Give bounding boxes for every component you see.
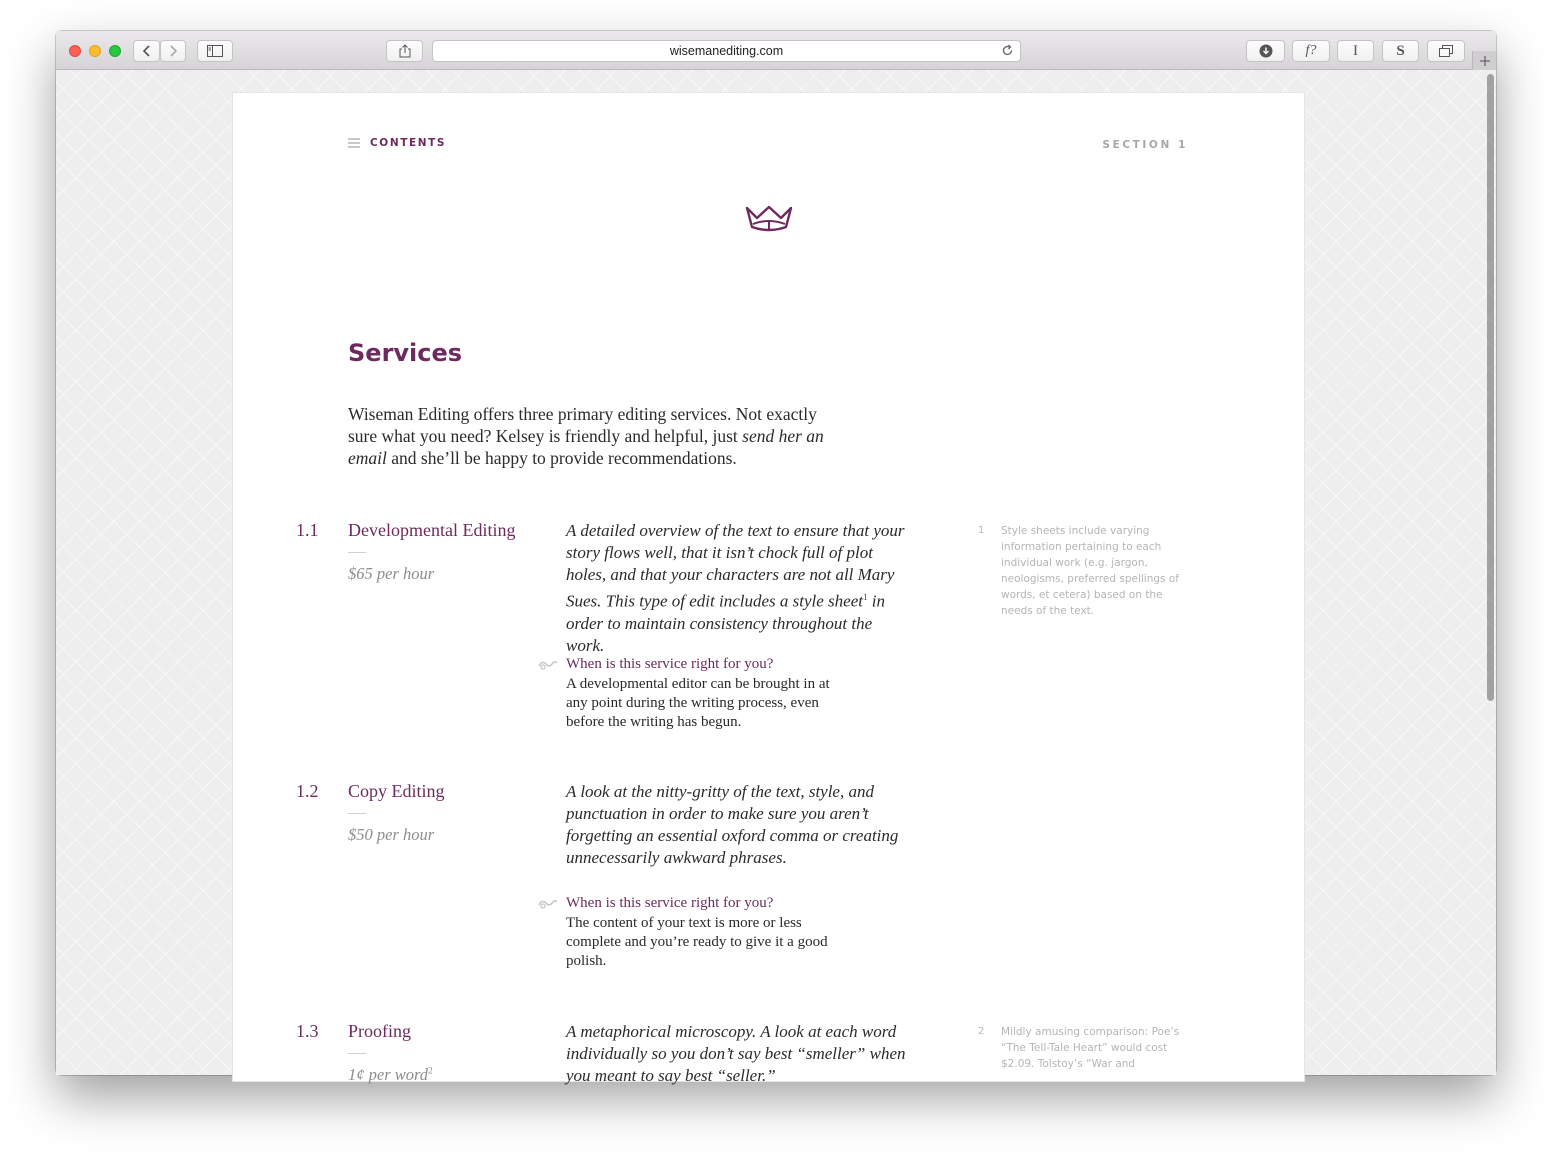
close-window-button[interactable] bbox=[69, 45, 81, 57]
reload-icon bbox=[1001, 44, 1014, 57]
service-number: 1.1 bbox=[296, 520, 319, 540]
service-description-text-end: in order to maintain consistency throughout the work. bbox=[566, 591, 885, 655]
service-divider bbox=[348, 1053, 366, 1054]
new-tab-button[interactable] bbox=[1472, 51, 1496, 70]
service-price: $50 per hour bbox=[348, 825, 435, 844]
when-question: When is this service right for you? bbox=[566, 895, 774, 911]
service-description: A look at the nitty-gritty of the text, style, and punctuation in order to make sure you aren’t forgetting an essential oxford comma or creating unnecessarily awkward phrases. bbox=[566, 782, 899, 867]
service-divider bbox=[348, 552, 366, 553]
scrollbar-thumb[interactable] bbox=[1487, 74, 1494, 701]
maximize-window-button[interactable] bbox=[109, 45, 121, 57]
intro-paragraph bbox=[348, 403, 848, 469]
intro-text: Wiseman Editing offers three primary editing services. Not exactly sure what you need? Kelsey is friendly and helpful, just bbox=[348, 404, 817, 446]
footnote-number: 2 bbox=[978, 1026, 985, 1037]
flourish-icon bbox=[538, 898, 558, 910]
contents-menu-link[interactable] bbox=[348, 137, 446, 149]
crown-logo-icon bbox=[744, 203, 794, 233]
service-name: Developmental Editing bbox=[348, 520, 516, 540]
when-answer: A developmental editor can be brought in at any point during the writing process, even before the writing has begun. bbox=[566, 676, 830, 730]
page-title: Services bbox=[348, 339, 463, 367]
service-description-text: A detailed overview of the text to ensure that your story flows well, that it isn’t chock full of plot holes, and that your characters are not all Mary Sues. This type of edit includes a style sheet bbox=[566, 521, 905, 611]
reload-button[interactable] bbox=[1001, 44, 1014, 60]
service-price: $65 per hour bbox=[348, 564, 435, 583]
service-description: A metaphorical microscopy. A look at each word individually so you don’t say best “smeller” when you meant to say best “seller.” bbox=[566, 1022, 906, 1085]
footnote-ref[interactable]: 1 bbox=[862, 592, 868, 602]
footnote-number: 1 bbox=[978, 525, 985, 536]
service-number: 1.2 bbox=[296, 781, 319, 801]
contents-label: CONTENTS bbox=[370, 137, 447, 149]
content-card bbox=[232, 92, 1305, 1085]
vertical-scrollbar[interactable] bbox=[1485, 70, 1496, 1075]
url-text: wisemanediting.com bbox=[669, 44, 784, 58]
page-viewport bbox=[56, 70, 1496, 1085]
tabs-overview-icon bbox=[1439, 45, 1453, 57]
minimize-window-button[interactable] bbox=[89, 45, 101, 57]
service-number: 1.3 bbox=[296, 1021, 319, 1041]
chevron-right-icon bbox=[168, 45, 178, 57]
instapaper-extension-button[interactable]: I bbox=[1337, 40, 1374, 62]
section-label: SECTION 1 bbox=[1102, 139, 1188, 151]
chevron-left-icon bbox=[142, 45, 152, 57]
footnote-text: Style sheets include varying information pertaining to each individual work (e.g. jargon, neologisms, preferred spellings of words, et cetera) based on the needs of the text. bbox=[1001, 525, 1179, 617]
when-answer: The content of your text is more or less complete and you’re ready to give it a good polish. bbox=[566, 915, 828, 969]
download-icon bbox=[1259, 44, 1273, 58]
service-description bbox=[566, 520, 906, 657]
sidebar-icon bbox=[207, 45, 223, 57]
share-button[interactable] bbox=[386, 40, 423, 62]
footnote-ref[interactable]: 2 bbox=[428, 1065, 433, 1076]
share-icon bbox=[399, 44, 411, 58]
email-link[interactable]: send her an email bbox=[348, 426, 824, 468]
service-name: Copy Editing bbox=[348, 781, 445, 801]
service-price bbox=[348, 1065, 433, 1085]
service-price-text: 1¢ per word bbox=[348, 1065, 429, 1084]
stylish-extension-button[interactable]: S bbox=[1382, 40, 1419, 62]
flourish-icon bbox=[538, 659, 558, 671]
forward-button[interactable] bbox=[160, 40, 186, 62]
browser-window bbox=[56, 31, 1496, 1085]
intro-end-text: and she’ll be happy to provide recommendations. bbox=[391, 448, 737, 468]
address-bar[interactable] bbox=[432, 40, 1021, 62]
show-tabs-button[interactable] bbox=[1427, 40, 1465, 62]
service-name: Proofing bbox=[348, 1021, 411, 1041]
sidebar-toggle-button[interactable] bbox=[197, 40, 233, 62]
service-divider bbox=[348, 813, 366, 814]
plus-icon bbox=[1480, 56, 1490, 66]
fontface-extension-button[interactable]: f? bbox=[1292, 40, 1330, 62]
footnote-text: Mildly amusing comparison: Poe’s “The Tell-Tale Heart” would cost $2.09. Tolstoy’s “War and bbox=[1001, 1026, 1180, 1070]
back-button[interactable] bbox=[133, 40, 160, 62]
browser-toolbar bbox=[56, 31, 1496, 70]
downloads-button[interactable] bbox=[1246, 40, 1285, 62]
menu-icon bbox=[348, 138, 360, 148]
when-question: When is this service right for you? bbox=[566, 656, 774, 672]
